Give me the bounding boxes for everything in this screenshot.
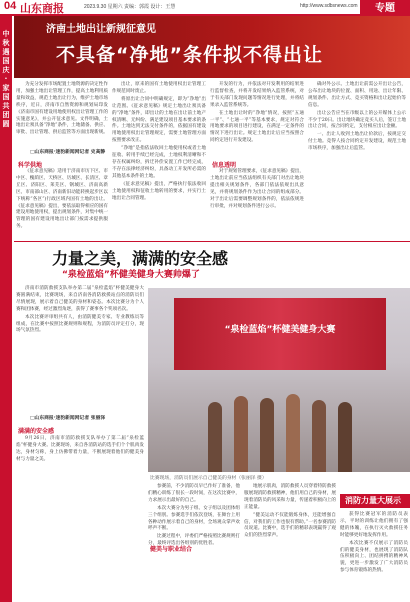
story2-col2 [148,484,240,547]
story2-col4-p1: 获得比赛冠军的消防员表示，平时的训练让他们拥有了强健的体魄，在执行灭火救援任务时能够更好地发挥作用。 [340,512,408,538]
contestant-figure [312,400,326,472]
event-photo [148,288,410,472]
stage-screen-text: “泉检蓝焰”杯健美健身大赛 [224,325,336,335]
story2-subhead: “泉检蓝焰”杯健美健身大赛帅爆了 [62,270,200,280]
story2-col4 [340,512,408,600]
story2-col1-p3: 9月26日，济南市消防救援支队举办了第二届“泉检蓝焰”杯健身大赛。比赛现场，来自各消防站的选手们个个肌肉发达，身材匀称，身上仿佛带着力量，不断展现着他们的健美身材与力量之美。 [16,436,144,462]
story2-col3-p2: “健美运动不仅能锻炼身体，还能增强自信，对我们的工作也很有帮助。”一名参赛消防员说道。比赛中，选手们的精彩表现赢得了观众们的热烈掌声。 [244,512,336,539]
story1-col1 [16,82,108,146]
story2-credit: □山东商报·速豹新闻网记者 张丽泽 [30,416,106,421]
story-divider [14,241,410,242]
story1-credit: □山东商报·速豹新闻网记者 史高静 [30,150,106,155]
story1-col4-p3: 一、出让人收到土地出让价款后，按规定交付土地。竞得人按合同约定开发建设，规范土地市场秩序，加强出让后监管。 [308,132,406,152]
date-line: 2023.9.30 星期六 责编：郭霞 设计：王慧 [84,4,176,10]
story2-col4-p2: 本次比赛不仅展示了消防员们的健美身材，也展现了消防队伍积极向上、团结拼搏的精神风貌，更进一步激发了广大消防员参与体育锻炼的热情。 [340,540,408,574]
story2-subhead2: 健美与职业结合 [150,546,193,553]
story1-col4-p1: 确对外公示。土地出让前需公开出让公告，公布出让地块的位置、面积、用途、出让年限、规划条件、出让方式、竞买资格和出让起始价等信息。 [308,82,406,108]
contestant-figure [338,402,352,472]
website: http://www.sdbsnews.com [300,3,358,9]
section-tag: 专题 [360,0,410,17]
story1-col3-p3: 对于规划管理要求，《征求意见稿》提出，土地出让前应当依法组织有关部门对出让地块提出相关规划条件，各部门依法依规出具意见，并将规划条件作为出让合同的组成部分。对于出让后需要调整规划条件的，依法依规进行审批，并对规划条件进行公示。 [210,169,304,209]
photo-caption: 比赛现场，消防员们展示自己健美的身材（张丽泽 摄） [150,476,267,481]
paper-name: 山东商报 [20,2,64,15]
story2-headline: 力量之美，满满的安全感 [52,249,229,268]
story1-col2-p4: 《征求意见稿》提出，严格执行依法收回土地使用权和征收土地转用的要求，并实行土地出让合同管理。 [112,181,206,201]
story1-col2 [112,82,206,239]
story1-col1-p1: 为充分发挥市场配置土地资源的决定性作用，加强土地出让管理工作，提高土地利用质量和效益，规范土地出让行为，维护土地市场秩序，近日，济南市自然资源和规划局印发《济南市国有建设用地使用权出让管理工作的实施意见》，并公开征求意见。文件明确，土地出让须具备“净地”条件，土地储备、供应、审批、出让管理、供后监管等方面出现新规。 [16,82,108,136]
story1-col2-p1: 出让，原来的国有土地使用权出让管理工作规范同时废止。 [112,82,206,94]
story1-col2-p3: “净地”是指依法收回土地使用权或者土地征收、转用手续已经完成，土地权利清晰和不存在权属纠纷，拆迁补偿安置工作已经完成，不存在法律经济纠纷，具备动工开发所必需的其他基本条件的土地。 [112,146,206,179]
contestant-figure [234,396,248,472]
story1-col1b [16,169,108,239]
story1-headline: 不具备“净地”条件拟不得出让 [56,44,323,66]
story1-col2-p2: 将原出让合同中明确规定，即为“净地”出让范围。《征求意见稿》规定土地出让须具备的“净地”条件，即出让的土地在出让前土地产权清晰、无纠纷、满足建设项目基本要求的条件。土地达到无法交付条件的，依据国有建设用地使用权出让管理规定，需要土地管理方面按照要求改正。 [112,96,206,144]
contestant-figure [260,398,274,472]
page-number: 04 [4,0,17,12]
story2-col2-p3: 比赛过程中，评委们严格按照比赛规则打分，最终评选出各组别的优胜者。 [148,534,240,547]
story2-col2-p2: 本次大赛分为男子组、女子组以及团体组三个组别。参赛选手们依次登场，在舞台上用各种动作展示着自己的身材，全场观众掌声欢呼声不断。 [148,505,240,532]
story2-col1-p2: 本次比赛评审组共有人，由消防健美专家、专业教练员等组成，在比赛中按照比赛规则和规程，为消防员评定打分，现场气氛热烈。 [16,314,144,334]
story1-kicker: 济南土地出让新规征意见 [46,24,156,35]
story1-col4 [308,82,406,239]
story2-col3-p1: 地展示肌肉，消防救援人员穿着特防救援服展现消防救援精神，他们用自己的身材，展现着消防员的风采和力量，传递着积极向上的正能量。 [244,484,336,510]
story2-col1 [16,286,144,410]
story2-col1-p1: 济南市消防救援支队举办第二届“泉检蓝焰”杯健美健身大赛圆满结束，比赛现场，来自济南各消防救援站点的消防员们尽情展现，展示着自己健美的身材和姿态。本次比赛分为个人赛和团体赛，经过激烈角逐，获得了赛事各个奖项名次。 [16,286,144,312]
story1-col3b [210,169,304,239]
sidebar-box-title: 消防力量大展示 [345,496,401,505]
story2-col1b [16,436,144,600]
contestant-figure [208,402,222,472]
story1-col3-p1: 开发的行为，并依法对开发利用的结果进行监督检查，并将开发结果纳入监管系统，对于有关部门发现问题等情况进行处理，并将结果录入监管系统等。 [210,82,304,108]
story2-subhead1: 满满的安全感 [18,428,55,435]
story2-col3 [244,484,336,600]
story1-subhead2: 信息透明 [212,162,237,169]
story1-col1-p2: 《征求意见稿》适用于济南市历下区、市中区、槐荫区、天桥区、历城区、长清区、章丘区、济阳区、莱芜区、钢城区、济南高新区、市南部山区、济南新旧动能转换起步区以下统称“各区”)行政区域内国有土地的出让。《征求意见稿》提出，要依法取得相应的国有建设用地使用权，提出规划条件，对集中统一管理的国有建设用地出让部门按需求提供服务。 [16,169,108,230]
contestant-figure [286,394,300,472]
story1-subhead1: 科学供地 [18,162,43,169]
story1-col4-p2: 出让公告应当在市级以上的公开媒体上公示不少于20日。出让地块确定竞买人后，签订土地出让合同，按合同约定，支付相应出让金额。 [308,110,406,130]
story1-col3-p2: 在土地出让时的“净地”情况，按照“五通一平”、“七通一平”等基本要求，规定对符合用地要求的项目进行建设，在满足一定条件的情况下进行出让。规定土地出让后应当按照合同约定进行开发建设。 [210,110,304,144]
story2-col2-p1: 参赛前，不少消防员早已作好了准备，他们精心训练了很长一段时间，在这次比赛中，力求展示出最好的自己。 [148,484,240,503]
story1-col3 [210,82,304,158]
sidebar-slogan: 中 秋 遇 国 庆 · 家 国 共 团 圆 [2,30,10,128]
